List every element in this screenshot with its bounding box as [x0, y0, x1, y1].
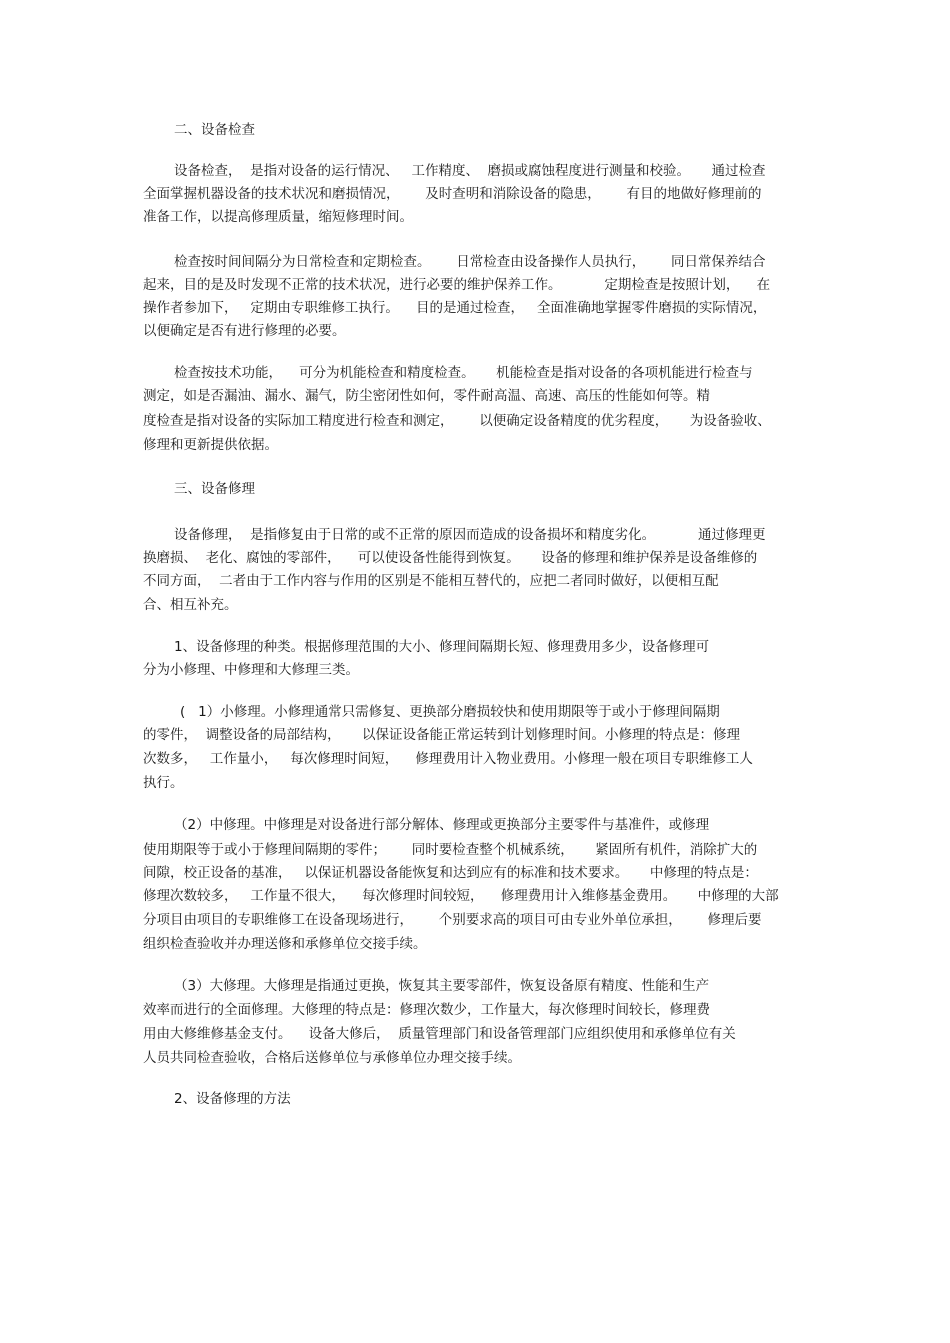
paragraph-line: 人员共同检查验收，合格后送修单位与承修单位办理交接手续。	[143, 1050, 521, 1066]
paragraph-line: 组织检查验收并办理送修和承修单位交接手续。	[143, 936, 427, 952]
paragraph-line: 用由大修维修基金支付。 设备大修后， 质量管理部门和设备管理部门应组织使用和承修单位有关	[143, 1026, 736, 1042]
paragraph-line: 设备检查， 是指对设备的运行情况、 工作精度、 磨损或腐蚀程度进行测量和校验。 通过检查	[174, 163, 766, 179]
paragraph-line: 测定，如是否漏油、漏水、漏气，防尘密闭性如何，零件耐高温、高速、高压的性能如何等。精	[143, 388, 710, 404]
paragraph-line: （2）中修理。中修理是对设备进行部分解体、修理或更换部分主要零件与基准件，或修理	[174, 817, 710, 833]
paragraph-line: 准备工作，以提高修理质量，缩短修理时间。	[143, 209, 413, 225]
paragraph-line: ( 1）小修理。小修理通常只需修复、更换部分磨损较快和使用期限等于或小于修理间隔期	[180, 704, 720, 720]
section-heading: 三、设备修理	[174, 481, 255, 497]
paragraph-line: 全面掌握机器设备的技术状况和磨损情况， 及时查明和消除设备的隐患， 有目的地做好修理前的	[143, 186, 762, 202]
paragraph-line: 修理和更新提供依据。	[143, 437, 278, 453]
paragraph-line: （3）大修理。大修理是指通过更换，恢复其主要零部件，恢复设备原有精度、性能和生产	[174, 978, 710, 994]
paragraph-line: 设备修理， 是指修复由于日常的或不正常的原因而造成的设备损坏和精度劣化。 通过修理更	[174, 527, 766, 543]
paragraph-line: 分项目由项目的专职维修工在设备现场进行， 个别要求高的项目可由专业外单位承担， 修理后要	[143, 912, 762, 928]
paragraph-line: 不同方面， 二者由于工作内容与作用的区别是不能相互替代的，应把二者同时做好，以便相互配	[143, 573, 719, 589]
paragraph-line: 的零件， 调整设备的局部结构， 以保证设备能正常运转到计划修理时间。小修理的特点是：修理	[143, 727, 741, 743]
paragraph-line: 检查按技术功能， 可分为机能检查和精度检查。 机能检查是指对设备的各项机能进行检查与	[174, 365, 753, 381]
section-heading: 二、设备检查	[174, 122, 255, 138]
paragraph-line: 以便确定是否有进行修理的必要。	[143, 323, 346, 339]
paragraph-line: 换磨损、 老化、腐蚀的零部件， 可以使设备性能得到恢复。 设备的修理和维护保养是设备维修的	[143, 550, 758, 566]
paragraph-line: 合、相互补充。	[143, 597, 238, 613]
paragraph-line: 间隙，校正设备的基准， 以保证机器设备能恢复和达到应有的标准和技术要求。 中修理的特点是：	[143, 865, 758, 881]
paragraph-line: 效率而进行的全面修理。大修理的特点是：修理次数少，工作量大，每次修理时间较长，修理费	[143, 1002, 710, 1018]
subsection-heading: 2、设备修理的方法	[174, 1091, 291, 1107]
paragraph-line: 度检查是指对设备的实际加工精度进行检查和测定， 以便确定设备精度的优劣程度， 为设备验收、	[143, 413, 771, 429]
paragraph-line: 修理次数较多， 工作量不很大， 每次修理时间较短， 修理费用计入维修基金费用。 中修理的大部	[143, 888, 779, 904]
paragraph-line: 次数多， 工作量小， 每次修理时间短， 修理费用计入物业费用。小修理一般在项目专职维修工人	[143, 751, 753, 767]
paragraph-line: 使用期限等于或小于修理间隔期的零件； 同时要检查整个机械系统， 紧固所有机件，消除扩大的	[143, 842, 758, 858]
paragraph-line: 执行。	[143, 775, 184, 791]
paragraph-line: 1、设备修理的种类。根据修理范围的大小、修理间隔期长短、修理费用多少，设备修理可	[174, 639, 710, 655]
paragraph-line: 检查按时间间隔分为日常检查和定期检查。 日常检查由设备操作人员执行， 同日常保养结合	[174, 254, 766, 270]
paragraph-line: 起来，目的是及时发现不正常的技术状况，进行必要的维护保养工作。 定期检查是按照计划， 在	[143, 277, 771, 293]
paragraph-line: 操作者参加下， 定期由专职维修工执行。 目的是通过检查， 全面准确地掌握零件磨损的实际情况，	[143, 300, 767, 316]
paragraph-line: 分为小修理、中修理和大修理三类。	[143, 662, 359, 678]
